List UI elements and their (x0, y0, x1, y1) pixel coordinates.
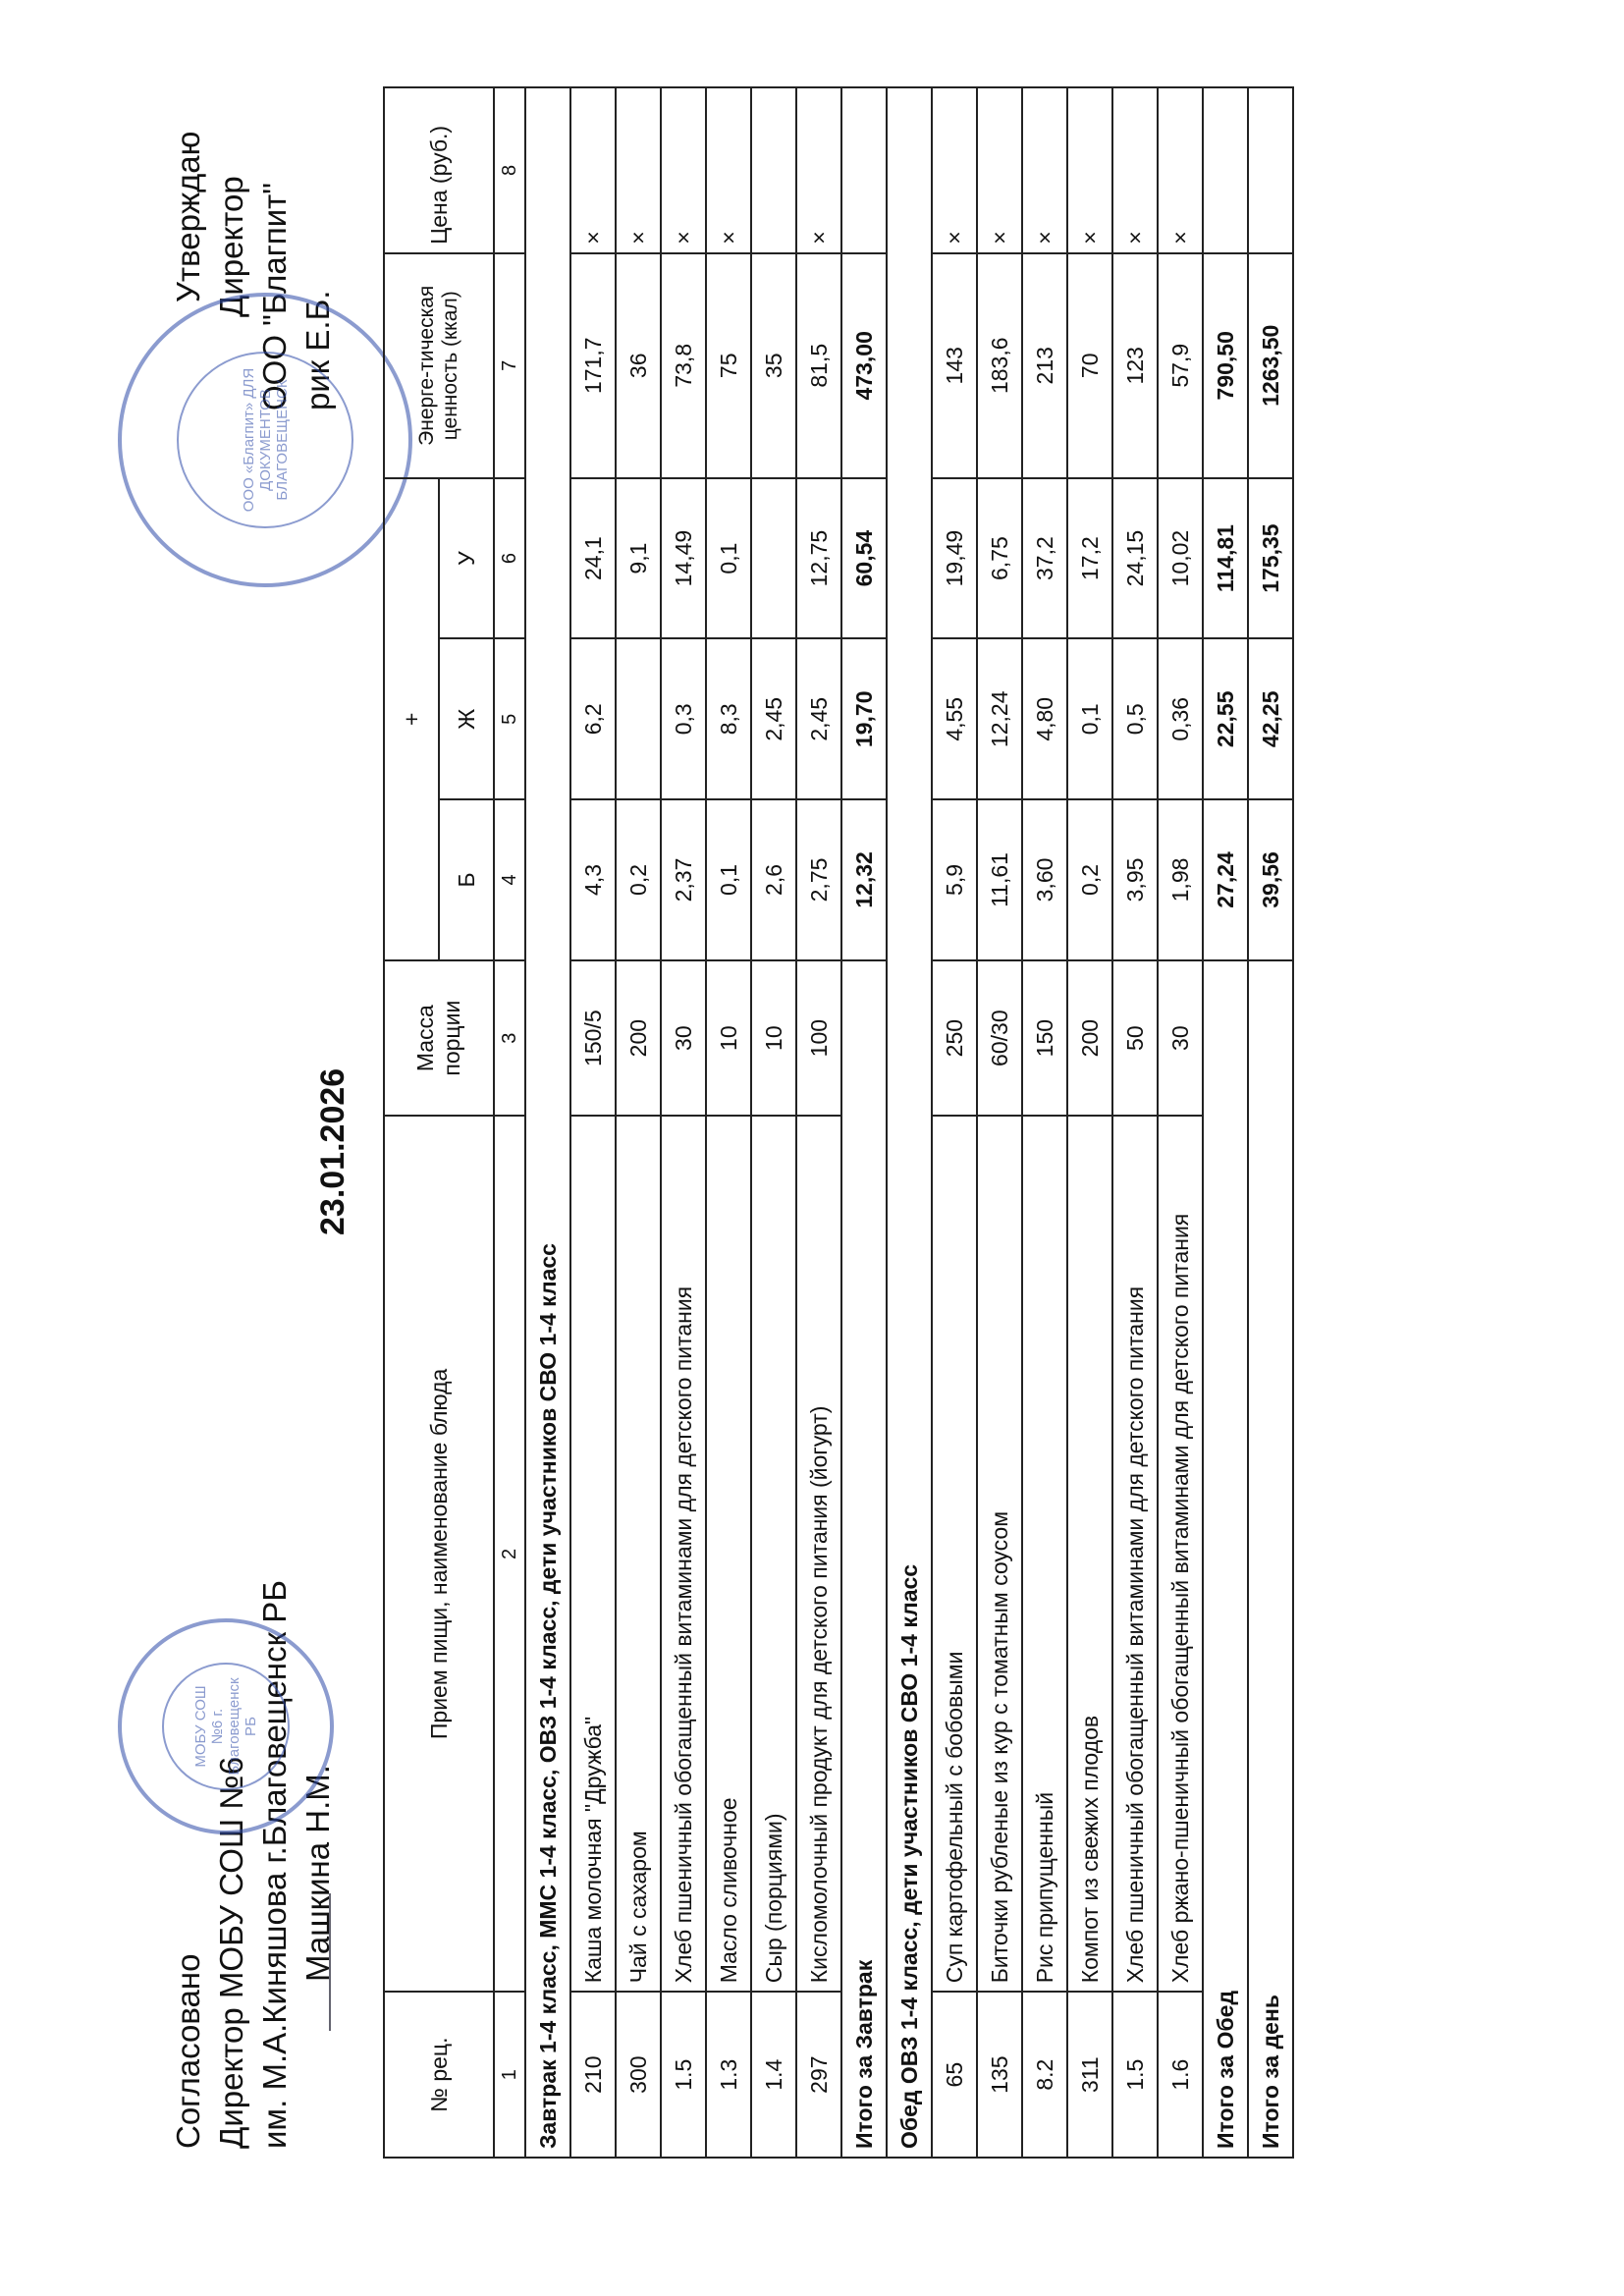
stamp-left (118, 1618, 334, 1834)
approval-left-name: Машкина Н.М. (299, 1765, 336, 1982)
breakfast-total-carb: 60,54 (841, 478, 887, 639)
rec-number: 210 (570, 1992, 616, 2158)
approval-right-org: ООО "Благпит" (256, 183, 293, 410)
approval-left-position: Директор МОБУ СОШ №6 (213, 1756, 249, 2149)
stamp-right (118, 293, 412, 587)
protein-value: 5,9 (932, 799, 977, 960)
table-row (977, 87, 1022, 2158)
table-row (932, 87, 977, 2158)
protein-value: 1,98 (1158, 799, 1203, 960)
energy-value: 81,5 (796, 253, 841, 478)
price-value: × (977, 87, 1022, 253)
signature-left (270, 1893, 331, 2031)
dish-mass: 100 (796, 960, 841, 1117)
lunch-total-price (1203, 87, 1248, 253)
fat-value: 12,24 (977, 638, 1022, 799)
menu-date: 23.01.2026 (314, 1067, 352, 1235)
energy-value: 143 (932, 253, 977, 478)
rec-number: 65 (932, 1992, 977, 2158)
rec-number: 135 (977, 1992, 1022, 2158)
lunch-total-carb: 114,81 (1203, 478, 1248, 639)
carb-value: 9,1 (616, 478, 661, 639)
energy-value: 171,7 (570, 253, 616, 478)
breakfast-total-protein: 12,32 (841, 799, 887, 960)
stamp-right-text: ООО «Благпит» ДЛЯ ДОКУМЕНТОВ БЛАГОВЕЩЕНСК (177, 352, 353, 528)
fat-value: 0,3 (661, 638, 706, 799)
dish-name: Чай с сахаром (616, 1116, 661, 1992)
fat-value: 2,45 (796, 638, 841, 799)
dish-mass: 60/30 (977, 960, 1022, 1117)
table-row (1112, 87, 1158, 2158)
dish-name: Хлеб пшеничный обогащенный витаминами для детского питания (1112, 1116, 1158, 1992)
approval-right-title: Утверждаю (170, 131, 206, 302)
day-total-price (1248, 87, 1293, 253)
breakfast-total-label: Итого за Завтрак (841, 960, 887, 2158)
approval-right-position: Директор (213, 176, 249, 317)
header-zh: Ж (439, 638, 494, 799)
column-number-row (494, 87, 525, 2158)
lunch-total-fat: 22,55 (1203, 638, 1248, 799)
dish-name: Масло сливочное (706, 1116, 751, 1992)
energy-value: 183,6 (977, 253, 1022, 478)
fat-value: 0,1 (1067, 638, 1112, 799)
carb-value (751, 478, 796, 639)
carb-value: 24,15 (1112, 478, 1158, 639)
col-number: 4 (494, 799, 525, 960)
lunch-total-energy: 790,50 (1203, 253, 1248, 478)
dish-mass: 30 (1158, 960, 1203, 1117)
header-rec: № рец. (384, 1992, 494, 2158)
protein-value: 2,6 (751, 799, 796, 960)
carb-value: 6,75 (977, 478, 1022, 639)
protein-value: 2,75 (796, 799, 841, 960)
col-number: 5 (494, 638, 525, 799)
table-row (1158, 87, 1203, 2158)
price-value: × (1158, 87, 1203, 253)
table-row (796, 87, 841, 2158)
rec-number: 311 (1067, 1992, 1112, 2158)
dish-name: Рис припущенный (1022, 1116, 1067, 1992)
dish-mass: 200 (1067, 960, 1112, 1117)
carb-value: 37,2 (1022, 478, 1067, 639)
fat-value: 8,3 (706, 638, 751, 799)
col-number: 6 (494, 478, 525, 639)
price-value: × (796, 87, 841, 253)
menu-table (383, 86, 1294, 2159)
col-number: 2 (494, 1116, 525, 1992)
table-row (751, 87, 796, 2158)
carb-value: 24,1 (570, 478, 616, 639)
dish-name: Сыр (порциями) (751, 1116, 796, 1992)
carb-value: 12,75 (796, 478, 841, 639)
approval-left-title: Согласовано (170, 1953, 206, 2149)
dish-mass: 150 (1022, 960, 1067, 1117)
day-total-energy: 1263,50 (1248, 253, 1293, 478)
carb-value: 10,02 (1158, 478, 1203, 639)
fat-value: 2,45 (751, 638, 796, 799)
price-value: × (616, 87, 661, 253)
dish-mass: 30 (661, 960, 706, 1117)
col-number: 8 (494, 87, 525, 253)
rec-number: 8.2 (1022, 1992, 1067, 2158)
table-row (570, 87, 616, 2158)
col-number: 1 (494, 1992, 525, 2158)
price-value: × (1112, 87, 1158, 253)
rec-number: 297 (796, 1992, 841, 2158)
table-row (661, 87, 706, 2158)
dish-mass: 250 (932, 960, 977, 1117)
lunch-total-row (1203, 87, 1248, 2158)
energy-value: 75 (706, 253, 751, 478)
price-value (751, 87, 796, 253)
dish-name: Суп картофельный с бобовыми (932, 1116, 977, 1992)
protein-value: 3,95 (1112, 799, 1158, 960)
protein-value: 4,3 (570, 799, 616, 960)
breakfast-total-row (841, 87, 887, 2158)
protein-value: 2,37 (661, 799, 706, 960)
day-total-label: Итого за день (1248, 960, 1293, 2158)
rec-number: 1.5 (1112, 1992, 1158, 2158)
lunch-total-protein: 27,24 (1203, 799, 1248, 960)
header-energy: Энерге-тическая ценность (ккал) (384, 253, 494, 478)
energy-value: 57,9 (1158, 253, 1203, 478)
carb-value: 17,2 (1067, 478, 1112, 639)
carb-value: 14,49 (661, 478, 706, 639)
carb-value: 19,49 (932, 478, 977, 639)
rec-number: 1.3 (706, 1992, 751, 2158)
rec-number: 1.5 (661, 1992, 706, 2158)
lunch-title: Обед ОВЗ 1-4 класс, дети участников СВО 1-4 класс (887, 87, 932, 2158)
energy-value: 123 (1112, 253, 1158, 478)
rec-number: 1.6 (1158, 1992, 1203, 2158)
day-total-fat: 42,25 (1248, 638, 1293, 799)
breakfast-title: Завтрак 1-4 класс, ММС 1-4 класс, ОВЗ 1-4 класс, дети участников СВО 1-4 класс (525, 87, 570, 2158)
header-u: У (439, 478, 494, 639)
fat-value: 0,5 (1112, 638, 1158, 799)
breakfast-total-price (841, 87, 887, 253)
carb-value: 0,1 (706, 478, 751, 639)
col-number: 7 (494, 253, 525, 478)
stamp-left-text: МОБУ СОШ №6 г. Благовещенск РБ (162, 1663, 290, 1790)
dish-mass: 50 (1112, 960, 1158, 1117)
fat-value: 4,55 (932, 638, 977, 799)
dish-name: Кисломолочный продукт для детского питания (йогурт) (796, 1116, 841, 1992)
dish-mass: 200 (616, 960, 661, 1117)
lunch-total-label: Итого за Обед (1203, 960, 1248, 2158)
breakfast-section-row (525, 87, 570, 2158)
dish-name: Хлеб пшеничный обогащенный витаминами для детского питания (661, 1116, 706, 1992)
header-mass: Масса порции (384, 960, 494, 1117)
table-row (706, 87, 751, 2158)
price-value: × (1067, 87, 1112, 253)
energy-value: 36 (616, 253, 661, 478)
rec-number: 1.4 (751, 1992, 796, 2158)
price-value: × (661, 87, 706, 253)
header-price: Цена (руб.) (384, 87, 494, 253)
header-b: Б (439, 799, 494, 960)
col-number: 3 (494, 960, 525, 1117)
dish-name: Хлеб ржано-пшеничный обогащенный витаминами для детского питания (1158, 1116, 1203, 1992)
dish-name: Каша молочная "Дружба" (570, 1116, 616, 1992)
dish-name: Биточки рубленые из кур с томатным соусом (977, 1116, 1022, 1992)
energy-value: 213 (1022, 253, 1067, 478)
dish-mass: 150/5 (570, 960, 616, 1117)
approval-right-name: рик Е.Б. (299, 290, 336, 410)
fat-value: 6,2 (570, 638, 616, 799)
table-row (1067, 87, 1112, 2158)
day-total-row (1248, 87, 1293, 2158)
protein-value: 0,2 (616, 799, 661, 960)
fat-value: 0,36 (1158, 638, 1203, 799)
dish-mass: 10 (751, 960, 796, 1117)
energy-value: 35 (751, 253, 796, 478)
price-value: × (706, 87, 751, 253)
energy-value: 73,8 (661, 253, 706, 478)
price-value: × (1022, 87, 1067, 253)
breakfast-total-fat: 19,70 (841, 638, 887, 799)
approval-left-org: им. М.А.Киняшова г.Благовещенск РБ (256, 1580, 293, 2149)
fat-value (616, 638, 661, 799)
table-row (616, 87, 661, 2158)
dish-mass: 10 (706, 960, 751, 1117)
header-name: Прием пищи, наименование блюда (384, 1116, 494, 1992)
protein-value: 0,1 (706, 799, 751, 960)
table-header-row (384, 87, 439, 2158)
protein-value: 11,61 (977, 799, 1022, 960)
table-row (1022, 87, 1067, 2158)
header-plus: + (384, 478, 439, 960)
rec-number: 300 (616, 1992, 661, 2158)
dish-name: Компот из свежих плодов (1067, 1116, 1112, 1992)
day-total-protein: 39,56 (1248, 799, 1293, 960)
price-value: × (570, 87, 616, 253)
day-total-carb: 175,35 (1248, 478, 1293, 639)
lunch-section-row (887, 87, 932, 2158)
protein-value: 3,60 (1022, 799, 1067, 960)
fat-value: 4,80 (1022, 638, 1067, 799)
energy-value: 70 (1067, 253, 1112, 478)
protein-value: 0,2 (1067, 799, 1112, 960)
breakfast-total-energy: 473,00 (841, 253, 887, 478)
price-value: × (932, 87, 977, 253)
